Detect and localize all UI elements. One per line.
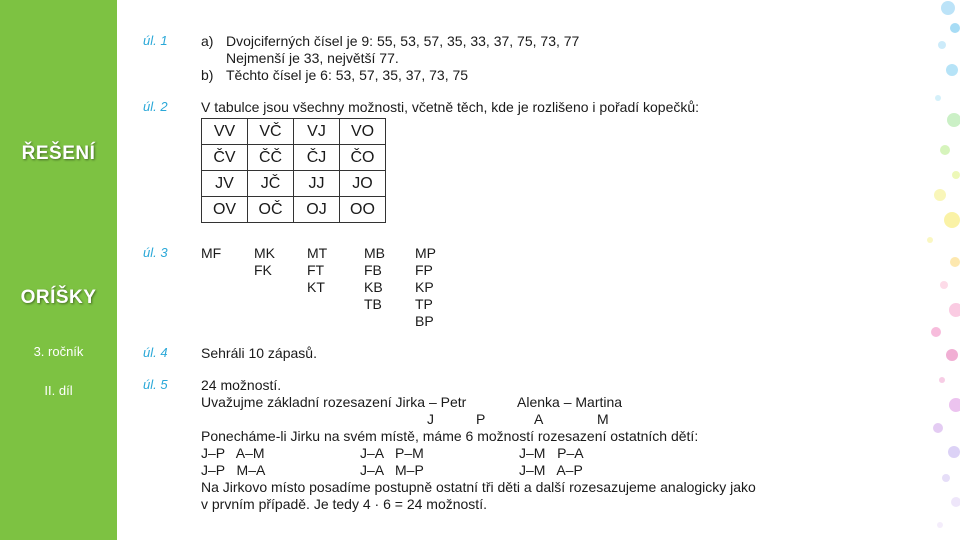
- sidebar-grade: 3. ročník: [33, 344, 84, 359]
- combo-item: J–M P–A: [519, 445, 584, 461]
- exercise-5-line7: Na Jirkovo místo posadíme postupně ostatní tři děti a další rozesazujeme analogicky jako: [201, 479, 756, 495]
- pair-item: TB: [364, 296, 382, 312]
- exercise-2-intro: V tabulce jsou všechny možnosti, včetně těch, kde je rozlišeno i pořadí kopečků:: [201, 99, 700, 115]
- exercise-5-line4: Ponecháme-li Jirku na svém místě, máme 6 možností rozesazení ostatních dětí:: [201, 428, 699, 444]
- seat-letter: P: [476, 411, 486, 427]
- table-cell: ČV: [202, 145, 248, 171]
- combo-item: J–P A–M: [201, 445, 265, 461]
- combinations-table: [201, 118, 386, 223]
- pair-item: MP: [415, 245, 436, 261]
- table-cell: OV: [202, 197, 248, 223]
- exercise-1-label: úl. 1: [143, 33, 168, 48]
- seat-letter: J: [427, 411, 434, 427]
- table-row: [202, 145, 386, 171]
- combo-item: J–M A–P: [519, 462, 583, 478]
- table-cell: ČJ: [294, 145, 340, 171]
- pair-item: MK: [254, 245, 275, 261]
- exercise-5-line1: 24 možností.: [201, 377, 282, 393]
- table-row: [202, 171, 386, 197]
- pair-item: FT: [307, 262, 325, 278]
- exercise-1-b-line1: Těchto čísel je 6: 53, 57, 35, 37, 73, 75: [226, 67, 469, 83]
- sidebar-title-reseni: ŘEŠENÍ: [21, 143, 96, 164]
- exercise-2-label: úl. 2: [143, 99, 168, 114]
- pair-item: FP: [415, 262, 433, 278]
- seat-letter: A: [534, 411, 544, 427]
- table-cell: VČ: [248, 119, 294, 145]
- combo-item: J–A M–P: [360, 462, 424, 478]
- table-cell: JO: [340, 171, 386, 197]
- pair-item: BP: [415, 313, 434, 329]
- pair-item: MB: [364, 245, 385, 261]
- sidebar-title-orisky: ORÍŠKY: [20, 287, 97, 308]
- pair-item: KT: [307, 279, 325, 295]
- table-row: [202, 119, 386, 145]
- table-cell: JČ: [248, 171, 294, 197]
- table-cell: VO: [340, 119, 386, 145]
- exercise-5-line8: v prvním případě. Je tedy 4 · 6 = 24 možností.: [201, 496, 487, 512]
- decorative-bubbles-icon: [900, 0, 960, 540]
- pair-item: TP: [415, 296, 433, 312]
- exercise-4-text: Sehráli 10 zápasů.: [201, 345, 317, 361]
- exercise-1-a-line2: Nejmenší je 33, největší 77.: [226, 50, 399, 66]
- seat-letter: M: [597, 411, 609, 427]
- pair-item: KB: [364, 279, 383, 295]
- pair-item: MF: [201, 245, 222, 261]
- table-cell: OJ: [294, 197, 340, 223]
- exercise-4-label: úl. 4: [143, 345, 168, 360]
- sidebar-part: II. díl: [44, 383, 73, 398]
- table-cell: ČO: [340, 145, 386, 171]
- sidebar: [0, 0, 117, 540]
- table-cell: JJ: [294, 171, 340, 197]
- table-cell: VV: [202, 119, 248, 145]
- exercise-5-line2b: Alenka – Martina: [517, 394, 623, 410]
- combo-item: J–A P–M: [360, 445, 424, 461]
- exercise-1-a-line1: Dvojciferných čísel je 9: 55, 53, 57, 35, 33, 37, 75, 73, 77: [226, 33, 580, 49]
- exercise-5-line2a: Uvažujme základní rozesazení Jirka – Petr: [201, 394, 467, 410]
- pair-item: KP: [415, 279, 434, 295]
- table-cell: OČ: [248, 197, 294, 223]
- exercise-3-label: úl. 3: [143, 245, 168, 260]
- table-cell: OO: [340, 197, 386, 223]
- combo-item: J–P M–A: [201, 462, 266, 478]
- pair-item: FK: [254, 262, 272, 278]
- table-cell: JV: [202, 171, 248, 197]
- exercise-5-label: úl. 5: [143, 377, 168, 392]
- table-row: [202, 197, 386, 223]
- exercise-1-a-marker: a): [201, 33, 214, 49]
- table-cell: VJ: [294, 119, 340, 145]
- table-cell: ČČ: [248, 145, 294, 171]
- pair-item: MT: [307, 245, 328, 261]
- exercise-1-b-marker: b): [201, 67, 214, 83]
- pair-item: FB: [364, 262, 382, 278]
